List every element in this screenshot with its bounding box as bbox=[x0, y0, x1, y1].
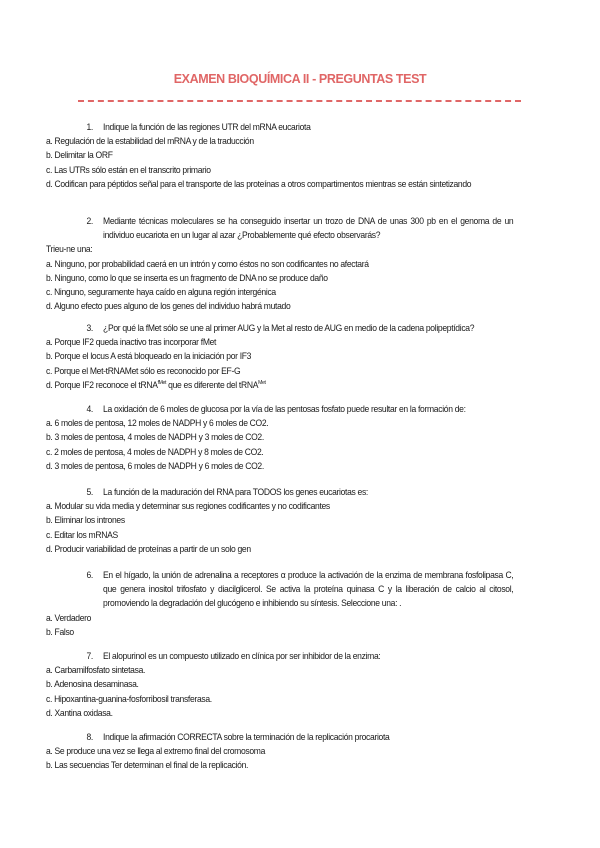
option-a: a. Carbamilfosfato sintetasa. bbox=[46, 665, 146, 676]
question-number: 1. bbox=[86, 122, 93, 132]
question-text: El alopurinol es un compuesto utilizado en clínica por ser inhibidor de la enzima: bbox=[103, 651, 381, 661]
option-a: a. Se produce una vez se llega al extremo final del cromosoma bbox=[46, 746, 266, 757]
superscript-fmet: fMet bbox=[157, 379, 167, 386]
option-c: c. Las UTRs sólo están en el transcrito primario bbox=[46, 164, 211, 175]
option-b: b. Delimitar la ORF bbox=[46, 150, 113, 161]
question-stem bbox=[46, 321, 513, 335]
question-text: Indique la afirmación CORRECTA sobre la terminación de la replicación procariota bbox=[103, 732, 390, 742]
option-d: d. Codifican para péptidos señal para el transporte de las proteínas a otros compartimentos mientras se están sintetizando bbox=[46, 178, 472, 189]
question-number: 3. bbox=[86, 323, 93, 333]
option-d-middle: que es diferente del tRNA bbox=[166, 379, 259, 390]
question-8 bbox=[46, 730, 513, 773]
option-d: d. Alguno efecto pues alguno de los genes del individuo habrá mutado bbox=[46, 301, 291, 312]
option-d bbox=[46, 378, 513, 392]
superscript-met: Met bbox=[258, 379, 266, 386]
option-b: b. Las secuencias Ter determinan el final de la replicación. bbox=[46, 760, 249, 771]
question-stem bbox=[46, 214, 513, 242]
question-number: 6. bbox=[86, 570, 93, 580]
question-text: La oxidación de 6 moles de glucosa por la vía de las pentosas fosfato puede resultar en la formación de: bbox=[103, 404, 466, 414]
option-d: d. Producir variabilidad de proteínas a partir de un solo gen bbox=[46, 543, 251, 554]
question-3 bbox=[46, 321, 513, 392]
option-b: b. 3 moles de pentosa, 4 moles de NADPH y 3 moles de CO2. bbox=[46, 432, 264, 443]
option-a: a. 6 moles de pentosa, 12 moles de NADPH y 6 moles de CO2. bbox=[46, 418, 269, 429]
option-a: a. Modular su vida media y determinar sus regiones codificantes y no codificantes bbox=[46, 501, 330, 512]
option-b: b. Ninguno, como lo que se inserta es un fragmento de DNA no se produce daño bbox=[46, 272, 328, 283]
question-instruction: Trieu-ne una: bbox=[46, 244, 93, 255]
option-c: c. Ninguno, seguramente haya caído en alguna región intergénica bbox=[46, 287, 276, 298]
option-b: b. Adenosina desaminasa. bbox=[46, 679, 139, 690]
option-d-prefix: d. Porque IF2 reconoce el tRNA bbox=[46, 379, 158, 390]
question-text: Indique la función de las regiones UTR del mRNA eucariota bbox=[103, 122, 311, 132]
question-number: 7. bbox=[86, 651, 93, 661]
question-number: 8. bbox=[86, 732, 93, 742]
option-c: c. Hipoxantina-guanina-fosforribosil transferasa. bbox=[46, 693, 212, 704]
question-2 bbox=[46, 214, 513, 313]
question-stem bbox=[46, 485, 513, 499]
option-c: c. Editar los mRNAS bbox=[46, 529, 118, 540]
question-stem bbox=[46, 568, 513, 611]
question-number: 2. bbox=[86, 216, 93, 226]
option-a: a. Porque IF2 queda inactivo tras incorporar fMet bbox=[46, 337, 217, 348]
option-b: b. Falso bbox=[46, 626, 74, 637]
question-text: La función de la maduración del RNA para TODOS los genes eucariotas es: bbox=[103, 487, 368, 497]
question-text: Mediante técnicas moleculares se ha conseguido insertar un trozo de DNA de unas 300 pb en el genoma de un individuo eucariota en un lugar al azar ¿Probablemente qué efecto observarás? bbox=[103, 216, 514, 241]
option-b: b. Porque el locus A está bloqueado en la iniciación por IF3 bbox=[46, 351, 252, 362]
question-5 bbox=[46, 485, 513, 556]
option-a: a. Regulación de la estabilidad del mRNA y de la traducción bbox=[46, 136, 254, 147]
title-underline bbox=[78, 100, 521, 102]
question-1 bbox=[46, 120, 513, 191]
question-4 bbox=[46, 402, 513, 473]
option-a: a. Verdadero bbox=[46, 612, 92, 623]
question-stem bbox=[46, 120, 513, 134]
option-b: b. Eliminar los intrones bbox=[46, 515, 125, 526]
document-title: EXAMEN BIOQUÍMICA II - PREGUNTAS TEST bbox=[173, 72, 427, 86]
option-a: a. Ninguno, por probabilidad caerá en un intrón y como éstos no son codificantes no afectará bbox=[46, 258, 369, 269]
question-stem bbox=[46, 402, 513, 416]
option-c: c. Porque el Met-tRNAMet sólo es reconocido por EF-G bbox=[46, 365, 241, 376]
question-number: 5. bbox=[86, 487, 93, 497]
question-number: 4. bbox=[86, 404, 93, 414]
question-text: En el hígado, la unión de adrenalina a receptores α produce la activación de la enzima de membrana fosfolipasa C, que genera inositol trifosfato y diacilglicerol. Se activa la proteína quinasa C y la liberación de calcio al citosol, promoviendo la degradación del glucógeno e inhibiendo su síntesis. Seleccione una: . bbox=[103, 570, 514, 609]
option-d: d. Xantina oxidasa. bbox=[46, 707, 113, 718]
question-7 bbox=[46, 649, 513, 720]
question-text: ¿Por qué la fMet sólo se une al primer AUG y la Met al resto de AUG en medio de la cadena polipeptídica? bbox=[103, 323, 475, 333]
question-stem bbox=[46, 730, 513, 744]
question-stem bbox=[46, 649, 513, 663]
option-c: c. 2 moles de pentosa, 4 moles de NADPH y 8 moles de CO2. bbox=[46, 446, 264, 457]
option-d: d. 3 moles de pentosa, 6 moles de NADPH y 6 moles de CO2. bbox=[46, 460, 264, 471]
question-6 bbox=[46, 568, 513, 639]
